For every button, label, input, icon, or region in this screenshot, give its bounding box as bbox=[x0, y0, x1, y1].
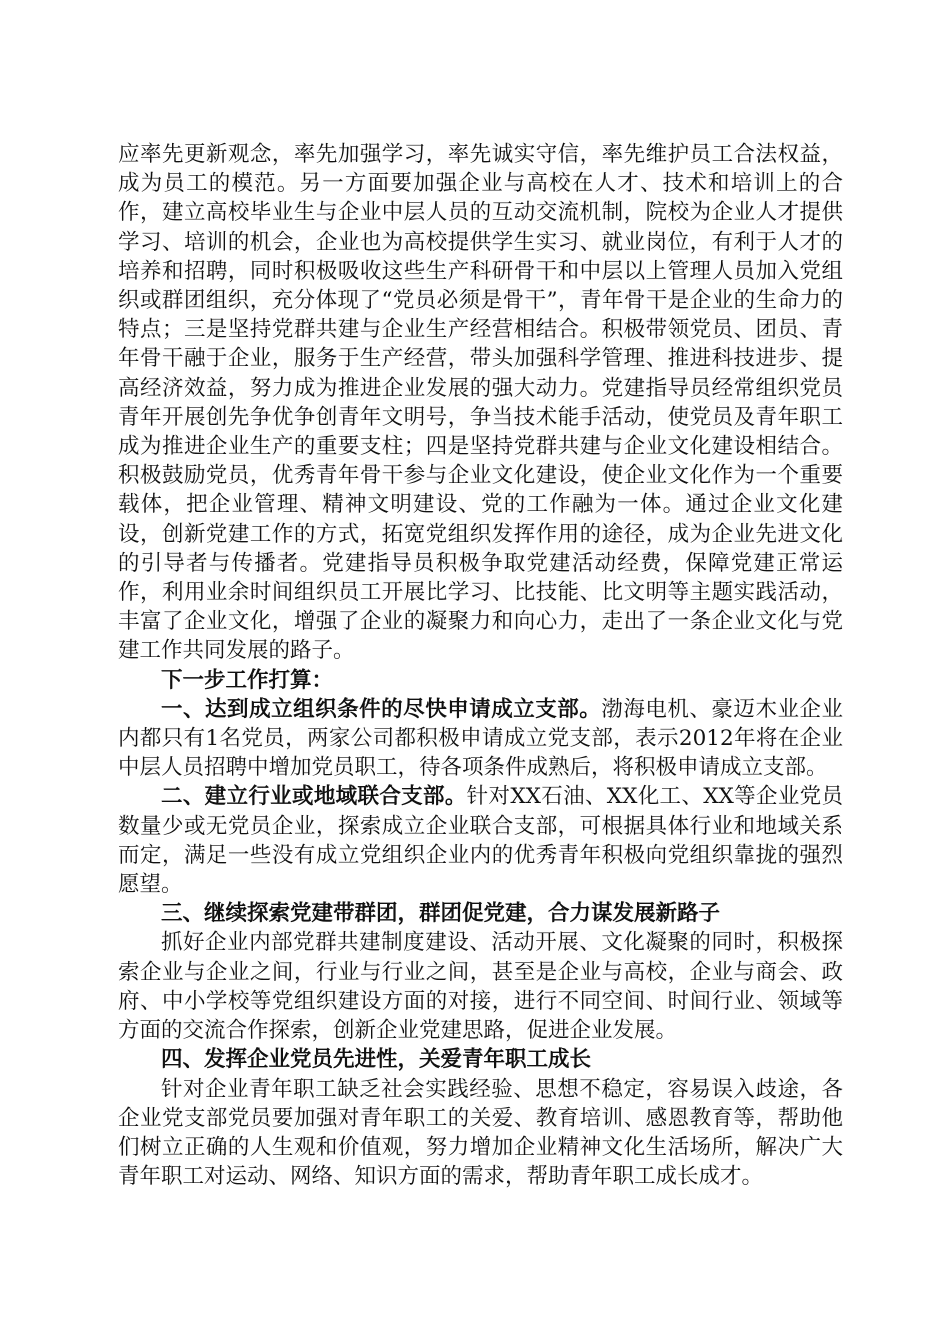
item-2-lead: 二、建立行业或地域联合支部。 bbox=[161, 784, 467, 810]
item-2-paragraph bbox=[118, 782, 843, 899]
item-2-body: 针对XX石油、XX化工、XX等企业党员数量少或无党员企业，探索成立企业联合支部，可根据具体行业和地域关系而定，满足一些没有成立党组织企业内的优秀青年积极向党组织靠拢的强烈愿望。 bbox=[118, 784, 843, 898]
next-steps-heading: 下一步工作打算： bbox=[161, 667, 334, 693]
item-1-body: 渤海电机、豪迈木业企业内都只有1名党员，两家公司都积极申请成立党支部，表示2012年将在企业中层人员招聘中增加党员职工，待各项条件成熟后，将积极申请成立支部。 bbox=[118, 696, 843, 781]
item-3-body: 抓好企业内部党群共建制度建设、活动开展、文化凝聚的同时，积极探索企业与企业之间，行业与行业之间，甚至是企业与高校，企业与商会、政府、中小学校等党组织建设方面的对接，进行不同空间、时间行业、领域等方面的交流合作探索，创新企业党建思路，促进企业发展。 bbox=[118, 930, 843, 1044]
item-4-body: 针对企业青年职工缺乏社会实践经验、思想不稳定，容易误入歧途，各企业党支部党员要加强对青年职工的关爱、教育培训、感恩教育等，帮助他们树立正确的人生观和价值观，努力增加企业精神文化生活场所，解决广大青年职工对运动、网络、知识方面的需求，帮助青年职工成长成才。 bbox=[118, 1076, 843, 1190]
item-1-lead: 一、达到成立组织条件的尽快申请成立支部。 bbox=[161, 696, 602, 722]
item-3-heading: 三、继续探索党建带群团，群团促党建，合力谋发展新路子 bbox=[161, 901, 721, 927]
document-page bbox=[118, 140, 843, 1191]
body-paragraph-1: 应率先更新观念，率先加强学习，率先诚实守信，率先维护员工合法权益，成为员工的模范。另一方面要加强企业与高校在人才、技术和培训上的合作，建立高校毕业生与企业中层人员的互动交流机制，院校为企业人才提供学习、培训的机会，企业也为高校提供学生实习、就业岗位，有利于人才的培养和招聘，同时积极吸收这些生产科研骨干和中层以上管理人员加入党组织或群团组织，充分体现了“党员必须是骨干”，青年骨干是企业的生命力的特点；三是坚持党群共建与企业生产经营相结合。积极带领党员、团员、青年骨干融于企业，服务于生产经营，带头加强科学管理、推进科技进步、提高经济效益，努力成为推进企业发展的强大动力。党建指导员经常组织党员青年开展创先争优争创青年文明号，争当技术能手活动，使党员及青年职工成为推进企业生产的重要支柱；四是坚持党群共建与企业文化建设相结合。积极鼓励党员，优秀青年骨干参与企业文化建设，使企业文化作为一个重要载体，把企业管理、精神文明建设、党的工作融为一体。通过企业文化建设，创新党建工作的方式，拓宽党组织发挥作用的途径，成为企业先进文化的引导者与传播者。党建指导员积极争取党建活动经费，保障党建正常运作，利用业余时间组织员工开展比学习、比技能、比文明等主题实践活动，丰富了企业文化，增强了企业的凝聚力和向心力，走出了一条企业文化与党建工作共同发展的路子。 bbox=[118, 142, 843, 664]
item-1-paragraph bbox=[118, 695, 843, 783]
item-4-heading: 四、发挥企业党员先进性，关爱青年职工成长 bbox=[161, 1047, 592, 1073]
